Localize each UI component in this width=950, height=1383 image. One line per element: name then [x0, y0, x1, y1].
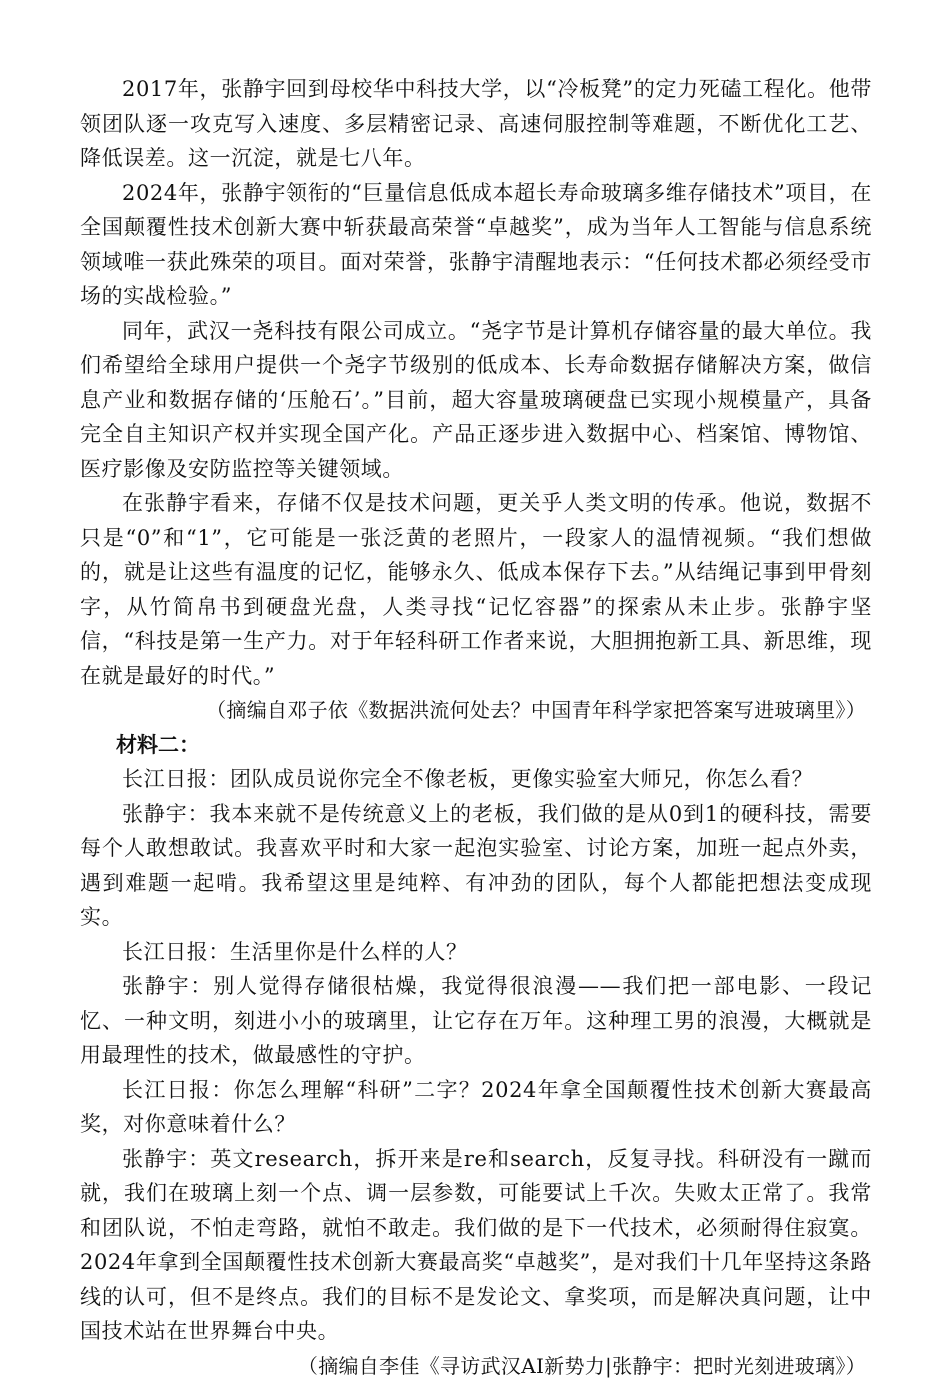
interview-question-life: 长江日报：生活里你是什么样的人？: [80, 935, 872, 970]
article-page: [80, 72, 872, 1383]
interview-answer-life: 张静宇：别人觉得存储很枯燥，我觉得很浪漫——我们把一部电影、一段记忆、一种文明，刻进小小的玻璃里，让它存在万年。这种理工男的浪漫，大概就是用最理性的技术，做最感性的守护。: [80, 969, 872, 1073]
paragraph-company-founded: 同年，武汉一尧科技有限公司成立。“尧字节是计算机存储容量的最大单位。我们希望给全球用户提供一个尧字节级别的低成本、长寿命数据存储解决方案，做信息产业和数据存储的‘压舱石’。”目前，超大容量玻璃硬盘已实现小规模量产，具备完全自主知识产权并实现全国产化。产品正逐步进入数据中心、档案馆、博物馆、医疗影像及安防监控等关键领域。: [80, 314, 872, 487]
paragraph-2024-award: 2024年，张静宇领衔的“巨量信息低成本超长寿命玻璃多维存储技术”项目，在全国颠覆性技术创新大赛中斩获最高荣誉“卓越奖”，成为当年人工智能与信息系统领域唯一获此殊荣的项目。面对荣誉，张静宇清醒地表示：“任何技术都必须经受市场的实战检验。”: [80, 176, 872, 314]
source-citation-material2: （摘编自李佳《寻访武汉AI新势力|张静宇：把时光刻进玻璃》）: [80, 1349, 872, 1383]
interview-question-boss: 长江日报：团队成员说你完全不像老板，更像实验室大师兄，你怎么看？: [80, 762, 872, 797]
source-citation-material1: （摘编自邓子依《数据洪流何处去？中国青年科学家把答案写进玻璃里》）: [80, 693, 872, 728]
interview-answer-boss: 张静宇：我本来就不是传统意义上的老板，我们做的是从0到1的硬科技，需要每个人敢想敢试。我喜欢平时和大家一起泡实验室、讨论方案，加班一起点外卖，遇到难题一起啃。我希望这里是纯粹、有冲劲的团队，每个人都能把想法变成现实。: [80, 797, 872, 935]
paragraph-civilization-storage: 在张静宇看来，存储不仅是技术问题，更关乎人类文明的传承。他说，数据不只是“0”和“1”，它可能是一张泛黄的老照片，一段家人的温情视频。“我们想做的，就是让这些有温度的记忆，能够永久、低成本保存下去。”从结绳记事到甲骨刻字，从竹简帛书到硬盘光盘，人类寻找“记忆容器”的探索从未止步。张静宇坚信，“科技是第一生产力。对于年轻科研工作者来说，大胆拥抱新工具、新思维，现在就是最好的时代。”: [80, 486, 872, 693]
paragraph-2017-engineering: 2017年，张静宇回到母校华中科技大学，以“冷板凳”的定力死磕工程化。他带领团队逐一攻克写入速度、多层精密记录、高速伺服控制等难题，不断优化工艺、降低误差。这一沉淀，就是七八年。: [80, 72, 872, 176]
interview-answer-research: 张静宇：英文research，拆开来是re和search，反复寻找。科研没有一蹴而就，我们在玻璃上刻一个点、调一层参数，可能要试上千次。失败太正常了。我常和团队说，不怕走弯路，就怕不敢走。我们做的是下一代技术，必须耐得住寂寞。2024年拿到全国颠覆性技术创新大赛最高奖“卓越奖”，是对我们十几年坚持这条路线的认可，但不是终点。我们的目标不是发论文、拿奖项，而是解决真问题，让中国技术站在世界舞台中央。: [80, 1142, 872, 1349]
section-heading-material2: 材料二：: [80, 728, 872, 763]
interview-question-research: 长江日报：你怎么理解“科研”二字？2024年拿全国颠覆性技术创新大赛最高奖，对你意味着什么？: [80, 1073, 872, 1142]
